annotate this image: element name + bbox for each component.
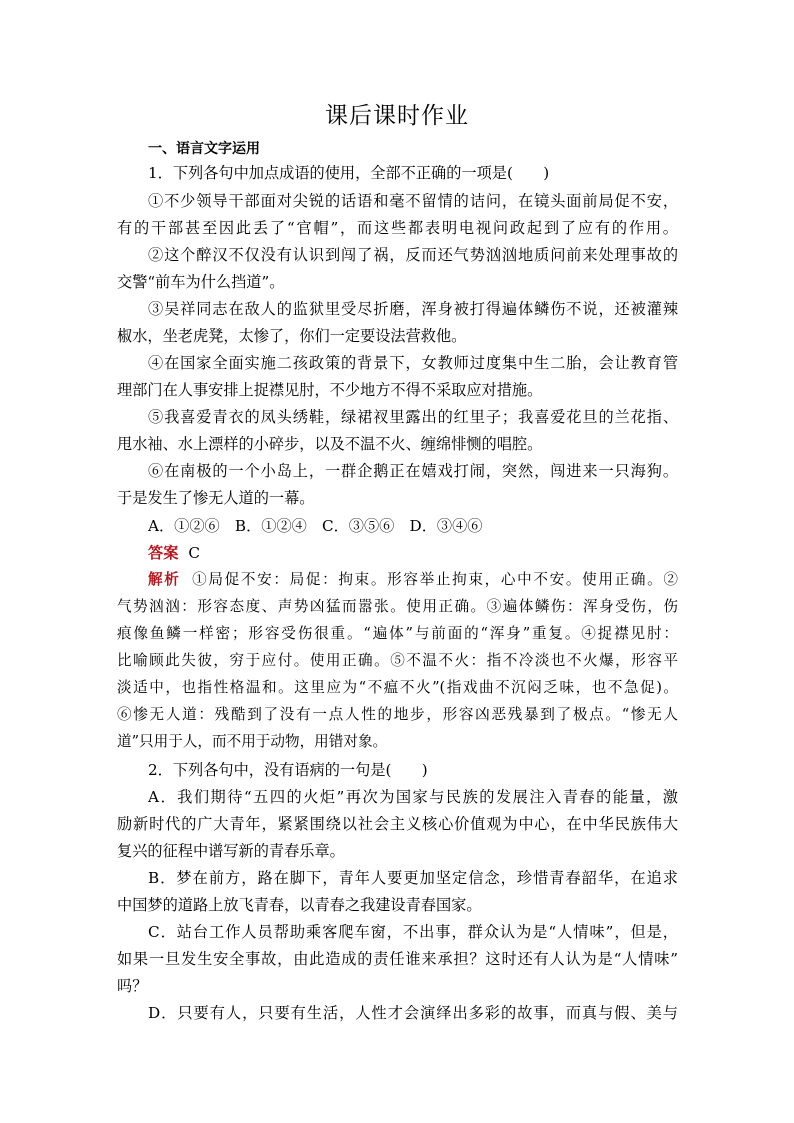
q2-option-a-line-2: 励新时代的广大青年，紧紧围绕以社会主义核心价值观为中心，在中华民族伟大 xyxy=(117,815,678,833)
q1-sentence-2-line-1: ②这个醉汉不仅没有认识到闯了祸，反而还气势汹汹地质问前来处理事故的 xyxy=(148,246,678,264)
q1-analysis-line-7: 道”只用于人，而不用于动物，用错对象。 xyxy=(117,733,388,750)
page-title: 课后课时作业 xyxy=(325,103,469,129)
q1-sentence-3-line-1: ③吴祥同志在敌人的监狱里受尽折磨，浑身被打得遍体鳞伤不说，还被灌辣 xyxy=(148,300,678,318)
q1-analysis-line-4: 比喻顾此失彼，穷于应付。使用正确。⑤不温不火：指不冷淡也不火爆，形容平 xyxy=(117,652,678,669)
question-2-stem: 2．下列各句中，没有语病的一句是( ) xyxy=(148,761,428,779)
q2-option-c-line-1: C．站台工作人员帮助乘客爬车窗，不出事，群众认为是“人情味”，但是， xyxy=(148,923,678,941)
q2-option-c-line-2: 如果一旦发生安全事故，由此造成的责任谁来承担？这时还有人认为是“人情味” xyxy=(117,950,678,968)
q1-analysis-line-3: 痕像鱼鳞一样密；形容受伤很重。“遍体”与前面的“浑身”重复。④捉襟见肘： xyxy=(117,625,678,642)
q2-option-a-line-3: 复兴的征程中谱写新的青春乐章。 xyxy=(117,842,345,860)
q1-sentence-6-line-1: ⑥在南极的一个小岛上，一群企鹅正在嬉戏打闹，突然，闯进来一只海狗。 xyxy=(148,462,678,480)
q2-option-d-line-1: D．只要有人，只要有生活，人性才会演绎出多彩的故事，而真与假、美与 xyxy=(148,1004,678,1022)
q1-sentence-5-line-2: 甩水袖、水上漂样的小碎步，以及不温不火、缠绵悱恻的唱腔。 xyxy=(117,435,543,453)
q1-analysis-line-1 xyxy=(148,570,678,590)
question-1-stem: 1．下列各句中加点成语的使用，全部不正确的一项是( ) xyxy=(148,164,550,182)
q1-sentence-2-line-2: 交警“前车为什么挡道”。 xyxy=(117,273,285,291)
answer-value: C xyxy=(188,544,200,562)
q2-option-b-line-1: B．梦在前方，路在脚下，青年人要更加坚定信念，珍惜青春韶华，在追求 xyxy=(148,869,678,887)
q1-answer-row xyxy=(148,543,678,563)
q1-sentence-1-line-2: 有的干部甚至因此丢了“官帽”，而这些都表明电视问政起到了应有的作用。 xyxy=(117,219,678,237)
answer-label: 答案 xyxy=(148,544,179,562)
q1-sentence-6-line-2: 于是发生了惨无人道的一幕。 xyxy=(117,489,315,507)
q1-sentence-4-line-2: 理部门在人事安排上捉襟见肘，不少地方不得不采取应对措施。 xyxy=(117,381,543,399)
q1-options: A．①②⑥ B．①②④ C．③⑤⑥ D．③④⑥ xyxy=(148,517,483,535)
q2-option-c-line-3: 吗？ xyxy=(117,977,148,995)
q1-sentence-4-line-1: ④在国家全面实施二孩政策的背景下，女教师过度集中生二胎，会让教育管 xyxy=(148,354,678,372)
q1-analysis-line-2: 气势汹汹：形容态度、声势凶猛而嚣张。使用正确。③遍体鳞伤：浑身受伤，伤 xyxy=(117,598,678,615)
q1-sentence-5-line-1: ⑤我喜爱青衣的凤头绣鞋，绿裙衩里露出的红里子；我喜爱花旦的兰花指、 xyxy=(148,408,678,426)
q1-analysis-line-5: 淡适中，也指性格温和。这里应为“不瘟不火”(指戏曲不沉闷乏味，也不急促)。 xyxy=(117,679,678,696)
q1-sentence-3-line-2: 椒水，坐老虎凳，太惨了，你们一定要设法营救他。 xyxy=(117,327,467,345)
section-heading: 一、语言文字运用 xyxy=(148,141,260,157)
analysis-text: ①局促不安：局促：拘束。形容举止拘束，心中不安。使用正确。② xyxy=(190,571,678,588)
q2-option-a-line-1: A．我们期待“五四的火炬”再次为国家与民族的发展注入青春的能量，激 xyxy=(148,788,678,806)
analysis-label: 解析 xyxy=(148,571,181,588)
q1-analysis-line-6: ⑥惨无人道：残酷到了没有一点人性的地步，形容凶恶残暴到了极点。“惨无人 xyxy=(117,706,678,723)
q1-sentence-1-line-1: ①不少领导干部面对尖锐的话语和毫不留情的诘问，在镜头面前局促不安， xyxy=(148,192,678,210)
q2-option-b-line-2: 中国梦的道路上放飞青春，以青春之我建设青春国家。 xyxy=(117,896,482,914)
